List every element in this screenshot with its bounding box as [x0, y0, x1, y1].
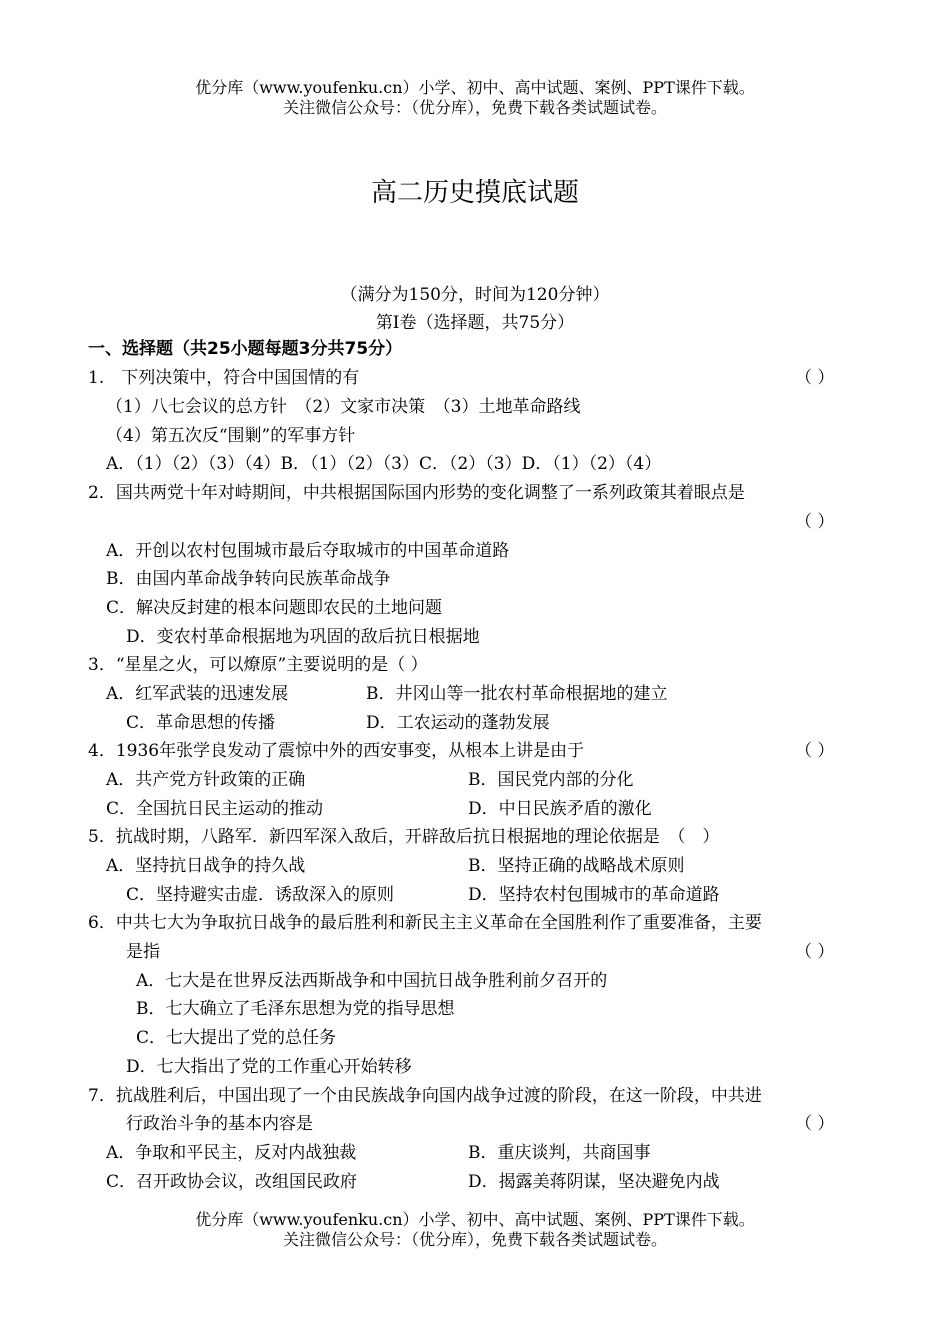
question-7-option-d: D．揭露美蒋阴谋，坚决避免内战 [468, 1172, 720, 1192]
answer-blank-4: （ ） [795, 741, 835, 761]
question-5-option-b: B．坚持正确的战略战术原则 [468, 856, 685, 876]
question-1-stem: 1. 下列决策中，符合中国国情的有 [88, 368, 360, 388]
question-4-option-d: D．中日民族矛盾的激化 [468, 799, 652, 819]
question-2-stem: 2．国共两党十年对峙期间，中共根据国际国内形势的变化调整了一系列政策其着眼点是 [88, 483, 745, 503]
question-7-option-a: A．争取和平民主，反对内战独裁 [106, 1143, 357, 1163]
footer-line-1: 优分库（www.youfenku.cn）小学、初中、高中试题、案例、PPT课件下载。 [195, 1210, 755, 1229]
question-2-option-d: D．变农村革命根据地为巩固的敌后抗日根据地 [126, 627, 480, 647]
question-4-option-a: A．共产党方针政策的正确 [106, 770, 306, 790]
banner-line-1: 优分库（www.youfenku.cn）小学、初中、高中试题、案例、PPT课件下载。 [195, 78, 755, 97]
question-5-option-c: C．坚持避实击虚．诱敌深入的原则 [126, 885, 395, 905]
banner-line-2: 关注微信公众号：（优分库），免费下载各类试题试卷。 [282, 98, 667, 117]
page-title: 高二历史摸底试题 [370, 178, 579, 208]
question-6-option-a: A．七大是在世界反法西斯战争和中国抗日战争胜利前夕召开的 [136, 971, 608, 991]
answer-blank-6: （ ） [795, 942, 835, 962]
question-6-option-d: D．七大指出了党的工作重心开始转移 [126, 1057, 412, 1077]
question-3-stem: 3．“星星之火，可以燎原”主要说明的是（ ） [88, 655, 428, 675]
question-6-option-c: C．七大提出了党的总任务 [136, 1028, 337, 1048]
question-6-option-b: B．七大确立了毛泽东思想为党的指导思想 [136, 999, 455, 1019]
question-1-options: A．（1）（2）（3）（4）B．（1）（2）（3）C．（2）（3）D．（1）（2）（4） [106, 454, 662, 474]
footer-line-2: 关注微信公众号：（优分库），免费下载各类试题试卷。 [282, 1230, 667, 1249]
answer-blank-2: （ ） [795, 512, 835, 532]
question-3-option-a: A．红军武装的迅速发展 [106, 684, 289, 704]
question-2-option-a: A．开创以农村包围城市最后夺取城市的中国革命道路 [106, 541, 510, 561]
question-6-stem-1: 6．中共七大为争取抗日战争的最后胜利和新民主主义革命在全国胜利作了重要准备，主要 [88, 913, 762, 933]
question-5-option-a: A．坚持抗日战争的持久战 [106, 856, 306, 876]
question-3-option-c: C．革命思想的传播 [126, 713, 276, 733]
footer-banner [0, 1210, 950, 1250]
header-banner [0, 78, 950, 118]
question-6-stem-2: 是指 [126, 942, 160, 962]
question-2-option-c: C．解决反封建的根本问题即农民的土地问题 [106, 598, 443, 618]
question-7-stem-2: 行政治斗争的基本内容是 [126, 1114, 313, 1134]
question-3-option-b: B．井冈山等一批农村革命根据地的建立 [366, 684, 668, 704]
question-3-option-d: D．工农运动的蓬勃发展 [366, 713, 550, 733]
question-2-option-b: B．由国内革命战争转向民族革命战争 [106, 569, 391, 589]
question-7-option-b: B．重庆谈判，共商国事 [468, 1143, 651, 1163]
volume-heading: 第Ⅰ卷（选择题，共75分） [375, 313, 575, 333]
question-5-stem: 5．抗战时期，八路军．新四军深入敌后，开辟敌后抗日根据地的理论依据是 （ ） [88, 827, 720, 847]
question-4-option-c: C．全国抗日民主运动的推动 [106, 799, 324, 819]
answer-blank-7: （ ） [795, 1114, 835, 1134]
exam-info: （满分为150分，时间为120分钟） [340, 285, 610, 305]
question-1-items-2: （4）第五次反“围剿”的军事方针 [106, 426, 356, 446]
question-5-option-d: D．坚持农村包围城市的革命道路 [468, 885, 720, 905]
answer-blank-1: （ ） [795, 368, 835, 388]
question-7-stem-1: 7．抗战胜利后，中国出现了一个由民族战争向国内战争过渡的阶段，在这一阶段，中共进 [88, 1086, 762, 1106]
question-7-option-c: C．召开政协会议，改组国民政府 [106, 1172, 358, 1192]
section-heading: 一、选择题（共25小题每题3分共75分） [88, 339, 403, 359]
question-1-items-1: （1）八七会议的总方针 （2）文家市决策 （3）土地革命路线 [106, 397, 581, 417]
question-4-stem: 4．1936年张学良发动了震惊中外的西安事变，从根本上讲是由于 [88, 741, 585, 761]
question-4-option-b: B．国民党内部的分化 [468, 770, 634, 790]
